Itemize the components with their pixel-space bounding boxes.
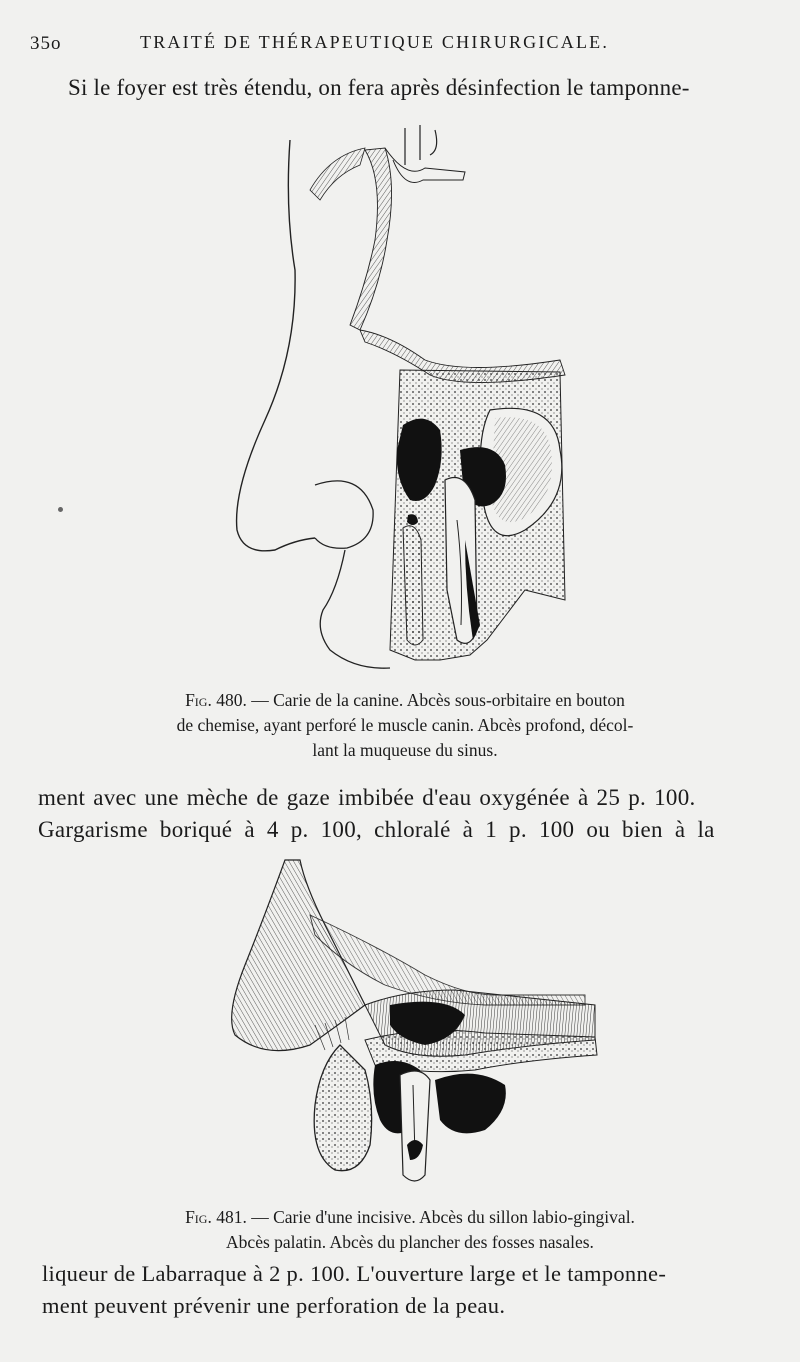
figure-480-caption-line-1: Carie de la canine. Abcès sous-orbitaire en bouton xyxy=(273,690,625,710)
paragraph-2-line-1: ment avec une mèche de gaze imbibée d'eau oxygénée à 25 p. 100. xyxy=(38,785,696,810)
paragraph-3-line-2: ment peuvent prévenir une perforation de la peau. xyxy=(42,1293,506,1318)
figure-481-label: Fig. 481. — xyxy=(185,1207,269,1227)
figure-481-caption xyxy=(125,1205,695,1255)
running-title: TRAITÉ DE THÉRAPEUTIQUE CHIRURGICALE. xyxy=(140,32,610,52)
paragraph-3 xyxy=(42,1258,666,1322)
ink-spot xyxy=(58,507,63,512)
page-number: 35o xyxy=(30,33,62,54)
paragraph-2 xyxy=(38,782,715,846)
figure-481-caption-line-2: Abcès palatin. Abcès du plancher des fosses nasales. xyxy=(226,1232,594,1252)
figure-481-caption-line-1: Carie d'une incisive. Abcès du sillon labio-gingival. xyxy=(273,1207,635,1227)
figure-480-label: Fig. 480. — xyxy=(185,690,269,710)
paragraph-1 xyxy=(68,72,690,104)
figure-481-illustration xyxy=(225,855,605,1190)
figure-480-caption-line-3: lant la muqueuse du sinus. xyxy=(312,740,498,760)
paragraph-3-line-1: liqueur de Labarraque à 2 p. 100. L'ouverture large et le tamponne- xyxy=(42,1261,667,1286)
figure-480-caption-line-2: de chemise, ayant perforé le muscle canin. Abcès profond, décol- xyxy=(176,715,634,735)
figure-480-illustration xyxy=(225,120,575,675)
paragraph-1-line: Si le foyer est très étendu, on fera après désinfection le tamponne- xyxy=(68,75,690,100)
figure-480-caption xyxy=(120,688,690,763)
paragraph-2-line-2: Gargarisme boriqué à 4 p. 100, chloralé à 1 p. 100 ou bien à la xyxy=(38,817,715,842)
